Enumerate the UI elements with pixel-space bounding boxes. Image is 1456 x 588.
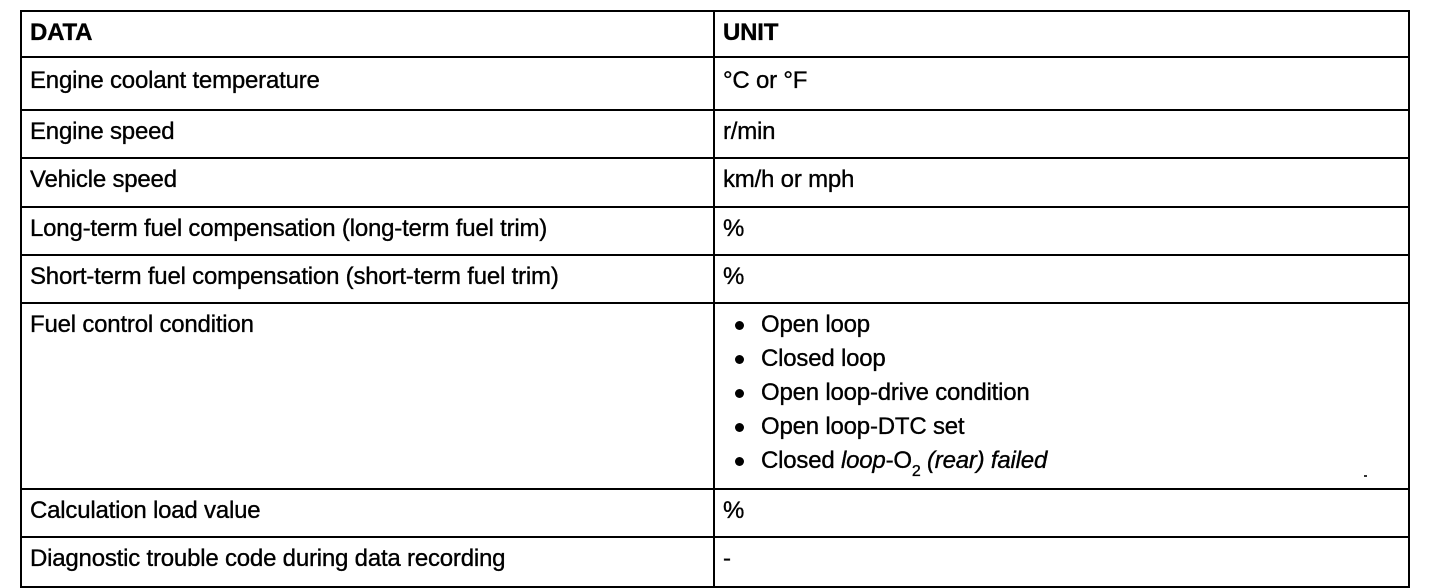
data-cell: Engine speed (21, 110, 714, 158)
unit-cell: - (714, 537, 1409, 587)
list-item (731, 308, 1400, 342)
list-item (731, 376, 1400, 410)
loop-word: loop (840, 447, 886, 474)
table-row (21, 207, 1409, 255)
list-item-label: Open loop-drive condition (761, 379, 1030, 406)
table-row (21, 489, 1409, 537)
data-cell: Vehicle speed (21, 158, 714, 207)
data-cell: Diagnostic trouble code during data recording (21, 537, 714, 587)
bullet-icon (735, 355, 744, 364)
closed-word: Closed (761, 447, 841, 474)
table-row (21, 255, 1409, 303)
header-unit: UNIT (714, 11, 1409, 57)
bullet-icon (735, 457, 744, 466)
list-item-label: Open loop (761, 311, 870, 338)
scan-speck (1364, 475, 1367, 477)
list-item-label: Closed loop (761, 345, 886, 372)
table-header-row (21, 11, 1409, 57)
list-item (731, 342, 1400, 376)
header-data: DATA (21, 11, 714, 57)
unit-cell: r/min (714, 110, 1409, 158)
list-item-label: Open loop-DTC set (761, 413, 965, 440)
data-cell: Engine coolant temperature (21, 57, 714, 110)
table-row (21, 303, 1409, 489)
table-row (21, 537, 1409, 587)
list-item (731, 444, 1400, 478)
bullet-icon (735, 423, 744, 432)
unit-cell: km/h or mph (714, 158, 1409, 207)
unit-cell: °C or °F (714, 57, 1409, 110)
unit-cell: % (714, 255, 1409, 303)
data-cell: Long-term fuel compensation (long-term fuel trim) (21, 207, 714, 255)
oxygen-label: -O (885, 447, 912, 474)
table-row (21, 158, 1409, 207)
oxygen-subscript: 2 (911, 463, 921, 480)
fuel-control-condition-list (723, 308, 1400, 478)
data-unit-table (20, 10, 1410, 588)
bullet-icon (735, 389, 744, 398)
rear-failed-text: (rear) failed (920, 447, 1048, 474)
data-cell: Short-term fuel compensation (short-term fuel trim) (21, 255, 714, 303)
list-item (731, 410, 1400, 444)
unit-cell: % (714, 207, 1409, 255)
bullet-icon (735, 321, 744, 330)
list-item-label (761, 447, 1048, 480)
unit-cell (714, 303, 1409, 489)
unit-cell: % (714, 489, 1409, 537)
data-cell: Calculation load value (21, 489, 714, 537)
table-row (21, 57, 1409, 110)
data-cell: Fuel control condition (21, 303, 714, 489)
table-row (21, 110, 1409, 158)
